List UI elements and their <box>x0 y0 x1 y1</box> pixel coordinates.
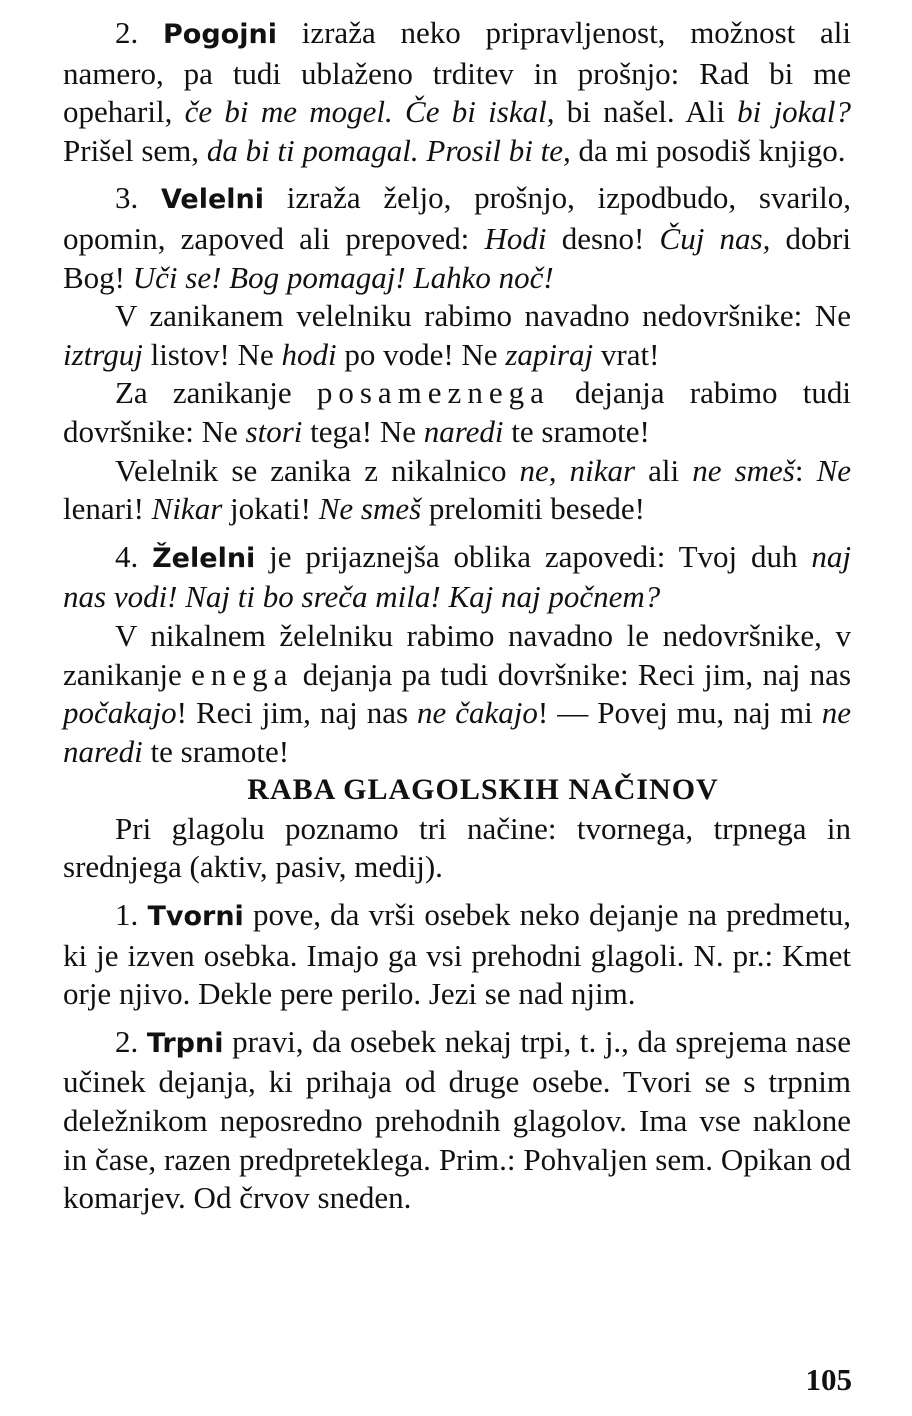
section-heading: RABA GLAGOLSKIH NAČINOV <box>247 773 719 807</box>
text-run: da mi posodiš knjigo. <box>570 132 846 168</box>
italic-example: ne smeš <box>692 452 795 488</box>
text-run: Pri glagolu poznamo tri načine: tvornega, trpnega in srednjega (aktiv, pasiv, medij). <box>63 810 851 885</box>
text-run: vrat! <box>593 336 660 372</box>
paragraph-dovrsniki <box>63 374 851 451</box>
text-run: V nikalnem želelniku rabimo navadno le nedovršnike, v zanikanje <box>63 617 851 692</box>
item-number: 2. <box>115 15 139 50</box>
text-run: Velelnik se zanika z nikalnico <box>115 452 520 488</box>
italic-example: počakajo <box>63 695 177 731</box>
paragraph-zanikani-velelnik <box>63 297 851 374</box>
italic-example: hodi <box>281 336 337 372</box>
item-number: 1. <box>115 897 139 933</box>
term-trpni: Trpni <box>146 1027 224 1059</box>
item-number: 3. <box>115 180 139 216</box>
italic-example: Nikar <box>151 491 223 527</box>
paragraph-nikalnica <box>63 452 851 529</box>
text-run: pravi, da osebek nekaj trpi, t. j., da sprejema nase učinek dejanja, ki prihaja od druge osebe. Tvori se s trpnim deležnikom neposredno prehodnih glagolov. Ima vse naklone in čase, razen predpreteklega. Prim.: Pohvaljen sem. Opikan od komarjev. Od črvov sneden. <box>63 1023 852 1216</box>
italic-example: Ne <box>816 452 851 488</box>
italic-example: naj nas vodi! Naj ti bo sreča mila! Kaj naj počnem? <box>63 538 851 615</box>
italic-example: bi jokal? <box>737 94 851 130</box>
italic-example: ne čakajo <box>417 695 538 731</box>
paragraph-velelni <box>63 179 851 297</box>
text-run: ! Reci jim, naj nas <box>176 695 418 731</box>
term-pogojni: Pogojni <box>163 19 277 50</box>
italic-example: da bi ti pomagal. Prosil bi te, <box>206 132 571 168</box>
paragraph-zelelni <box>63 538 851 617</box>
text-run: tega! Ne <box>302 413 424 449</box>
spaced-emphasis: posameznega <box>316 375 550 411</box>
italic-example: Ne smeš <box>318 491 422 527</box>
text-run: bi našel. Ali <box>554 94 738 130</box>
text-run: ! — Povej mu, naj mi <box>537 695 822 731</box>
italic-example: Uči se! Bog pomagaj! Lahko noč! <box>132 259 554 295</box>
text-run: izraža željo, prošnjo, izpodbudo, svarilo, opomin, zapoved ali prepoved: <box>63 180 852 256</box>
text-run: dobri Bog! <box>63 220 851 295</box>
italic-example: Čuj nas, <box>659 220 771 256</box>
term-zelelni: Želelni <box>152 542 256 574</box>
italic-example: zapiraj <box>505 336 594 372</box>
paragraph-nikalni-zelelnik <box>63 617 851 771</box>
text-run: Prišel sem, <box>63 132 207 168</box>
item-number: 4. <box>115 538 139 574</box>
spaced-emphasis: enega <box>191 656 294 692</box>
text-run: izraža neko pripravljenost, možnost ali namero, pa tudi ublaženo trditev in prošnjo: Rad bi me opeharil, <box>63 15 851 130</box>
text-run: po vode! Ne <box>336 336 506 372</box>
italic-example: stori <box>245 413 303 449</box>
text-run: dejanja rabimo tudi dovršnike: Ne <box>63 375 851 449</box>
text-run: prelomiti besede! <box>421 491 645 527</box>
text-run: je prijaznejša oblika zapovedi: Tvoj duh <box>255 538 812 574</box>
paragraph-pogojni <box>63 14 851 170</box>
page-number: 105 <box>805 1362 852 1397</box>
paragraph-tvorni <box>63 896 851 1014</box>
text-run: : <box>794 452 817 488</box>
italic-example: Hodi <box>484 220 547 256</box>
text-run: V zanikanem velelniku rabimo navadno nedovršnike: Ne <box>115 298 851 334</box>
italic-example: če bi me mogel. Če bi iskal, <box>184 94 555 130</box>
italic-example: ne, nikar <box>519 452 636 488</box>
paragraph-nacini <box>63 810 851 887</box>
term-tvorni: Tvorni <box>147 901 244 933</box>
text-run: desno! <box>546 220 660 256</box>
text-run: dejanja pa tudi dovršnike: Reci jim, naj nas <box>293 656 852 692</box>
text-run: listov! Ne <box>142 336 282 372</box>
paragraph-trpni <box>63 1023 851 1218</box>
term-velelni: Velelni <box>160 184 264 216</box>
text-run: jokati! <box>222 491 319 527</box>
text-run: te sramote! <box>503 413 650 449</box>
item-number: 2. <box>115 1023 139 1059</box>
italic-example: ne naredi <box>63 695 852 769</box>
text-run: pove, da vrši osebek neko dejanje na predmetu, ki je izven osebka. Imajo ga vsi prehodni glagoli. N. pr.: Kmet orje njivo. Dekle pere perilo. Jezi se nad njim. <box>63 897 851 1012</box>
text-run: ali <box>635 452 693 488</box>
text-run: te sramote! <box>142 733 290 769</box>
body-text <box>63 14 851 1218</box>
italic-example: iztrguj <box>63 336 143 372</box>
text-run: Za zanikanje <box>115 375 317 411</box>
italic-example: naredi <box>423 413 504 449</box>
text-run: lenari! <box>63 491 152 527</box>
